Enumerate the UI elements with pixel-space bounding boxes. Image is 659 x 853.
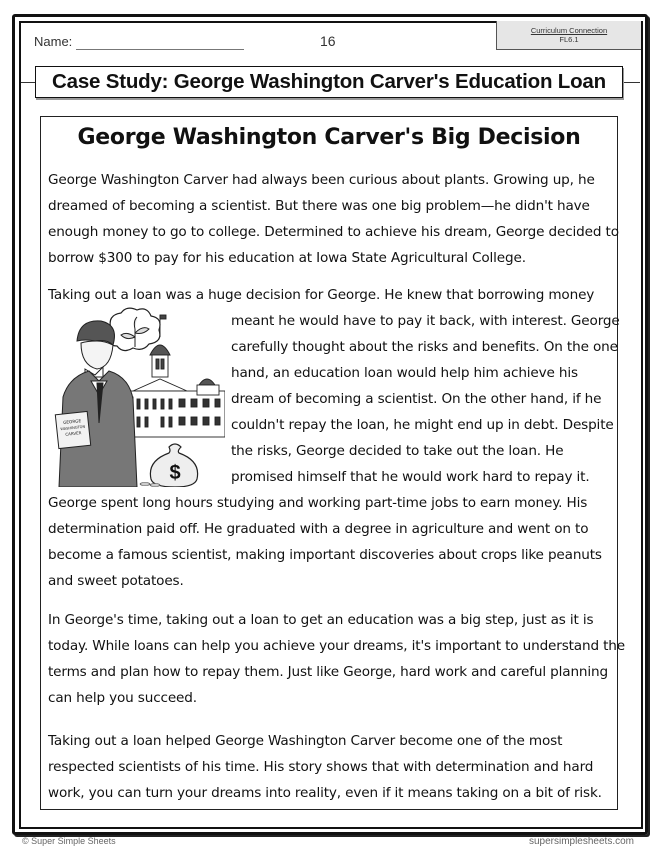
svg-text:CARVER: CARVER — [65, 430, 82, 437]
article-box — [40, 116, 625, 810]
text-line: meant he would have to pay it back, with interest. George — [231, 313, 620, 329]
text-line: In George's time, taking out a loan to get an education was a big step, just as it is — [48, 612, 594, 628]
text-line: hand, an education loan would help him achieve his — [231, 365, 578, 381]
svg-text:WASHINGTON: WASHINGTON — [60, 424, 86, 432]
text-line: promised himself that he would work hard to repay it. — [231, 469, 590, 485]
text-line: George Washington Carver had always been curious about plants. Growing up, he — [48, 172, 595, 188]
text-line: dreamed of becoming a scientist. But there was one big problem—he didn't have — [48, 198, 590, 214]
curriculum-connection-title: Curriculum Connection — [530, 26, 608, 35]
text-line: Taking out a loan was a huge decision for George. He knew that borrowing money — [48, 287, 595, 303]
text-line: become a famous scientist, making important discoveries about crops like peanuts — [48, 547, 602, 563]
text-line: borrow $300 to pay for his education at Iowa State Agricultural College. — [48, 250, 526, 266]
text-line: enough money to go to college. Determined to achieve his dream, George decided to — [48, 224, 619, 240]
article-title: George Washington Carver's Big Decision — [77, 125, 581, 150]
text-line: determination paid off. He graduated with a degree in agriculture and went on to — [48, 521, 589, 537]
text-line: today. While loans can help you achieve your dreams, it's important to understand the — [48, 638, 625, 654]
text-line: terms and plan how to repay them. Just like George, hard work and careful planning — [48, 664, 608, 680]
svg-text:GEORGE: GEORGE — [62, 418, 82, 425]
paragraph-4 — [48, 728, 614, 806]
text-line: can help you succeed. — [48, 690, 197, 706]
case-study-banner — [35, 66, 623, 98]
page-number: 16 — [320, 33, 336, 49]
text-line: couldn't repay the loan, he might end up in debt. Despite — [231, 417, 614, 433]
text-line: the risks, George decided to take out the loan. He — [231, 443, 564, 459]
case-study-title: Case Study: George Washington Carver's Education Loan — [52, 70, 606, 93]
money-bag-icon — [140, 444, 198, 487]
text-line: Taking out a loan helped George Washington Carver become one of the most — [48, 733, 563, 749]
curriculum-code: FL6.1 — [559, 35, 579, 44]
text-line: respected scientists of his time. His story shows that with determination and hard — [48, 759, 594, 775]
text-line: dream of becoming a scientist. On the other hand, if he — [231, 391, 602, 407]
svg-text:$: $ — [169, 462, 181, 484]
curriculum-connection-box — [496, 21, 641, 50]
text-line: George spent long hours studying and working part-time jobs to earn money. His — [48, 495, 588, 511]
name-input-line[interactable] — [76, 49, 244, 50]
banner-rule-right — [622, 82, 640, 83]
paragraph-3 — [48, 607, 625, 711]
footer-website-link[interactable]: supersimplesheets.com — [528, 836, 634, 847]
footer-copyright: © Super Simple Sheets — [22, 836, 116, 846]
name-label: Name: — [34, 34, 73, 49]
text-line: work, you can turn your dreams into reality, even if it means taking on a bit of risk. — [48, 785, 602, 801]
text-line: and sweet potatoes. — [48, 573, 184, 589]
carver-illustration — [49, 307, 225, 487]
paragraph-1 — [48, 167, 619, 271]
text-line: carefully thought about the risks and benefits. On the one — [231, 339, 618, 355]
